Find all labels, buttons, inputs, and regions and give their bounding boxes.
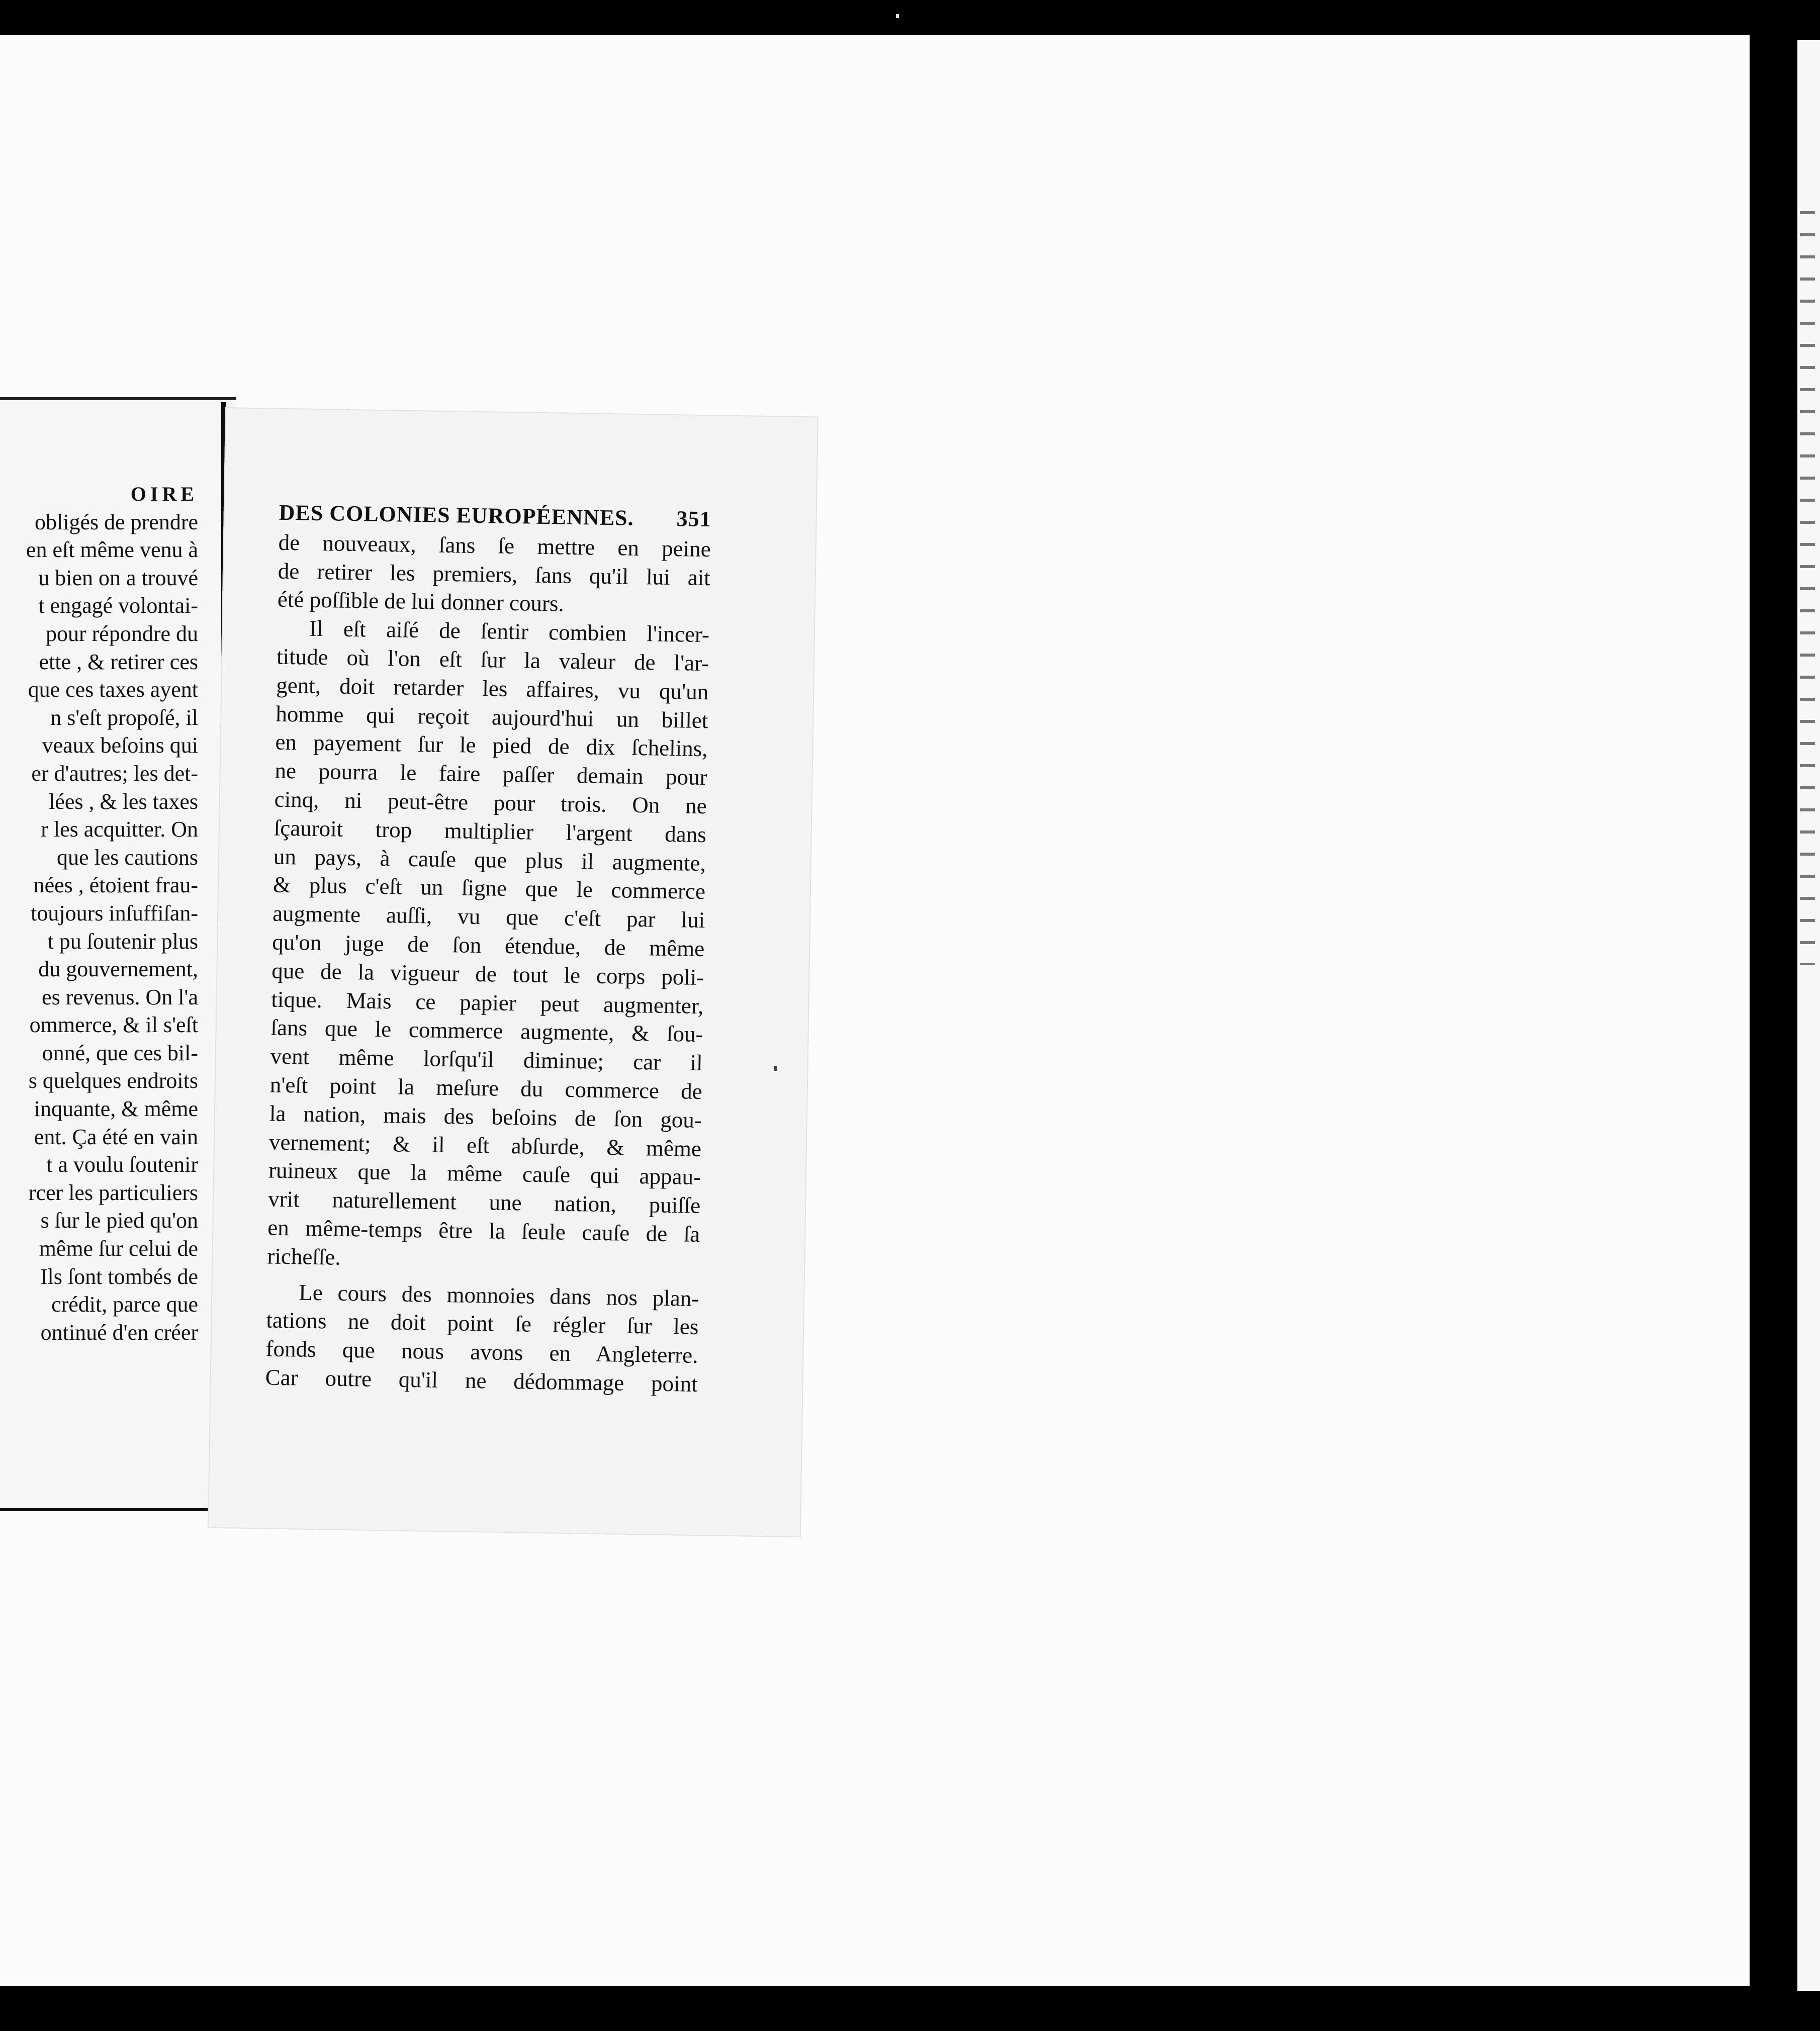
- text-line: ſans que le commerce augmente, & ſou-: [270, 1014, 703, 1047]
- text-line: ſçauroit trop multiplier l'argent dans: [274, 815, 707, 847]
- left-line: obligés de prendre: [35, 509, 198, 534]
- left-line: r les acquitter. On: [41, 817, 198, 842]
- left-line: s ſur le pied qu'on: [40, 1208, 198, 1233]
- left-running-head: OIRE: [130, 483, 198, 505]
- left-line: rcer les particuliers: [28, 1180, 198, 1205]
- text-line: en payement ſur le pied de dix ſchelins,: [275, 729, 708, 762]
- left-line: ette , & retirer ces: [39, 649, 198, 674]
- right-page-text: [265, 499, 711, 1399]
- text-line: cinq, ni peut-être pour trois. On ne: [274, 786, 707, 819]
- text-line: en même-temps être la ſeule cauſe de ſa: [267, 1215, 700, 1247]
- left-line: en eſt même venu à: [26, 537, 198, 563]
- left-line: nées , étoient frau-: [33, 873, 198, 898]
- text-line: homme qui reçoit aujourd'hui un billet: [276, 701, 708, 733]
- text-line: titude où l'on eſt ſur la valeur de l'ar-: [276, 643, 709, 676]
- left-line: veaux beſoins qui: [42, 733, 198, 758]
- text-line: vrit naturellement une nation, puiſſe: [267, 1186, 701, 1219]
- text-line: qu'on juge de ſon étendue, de même: [271, 929, 705, 962]
- text-line: de retirer les premiers, ſans qu'il lui ait: [278, 558, 711, 590]
- left-line: es revenus. On l'a: [42, 984, 198, 1009]
- left-line: que les cautions: [56, 845, 198, 870]
- right-page: [208, 407, 818, 1537]
- left-line: onné, que ces bil-: [42, 1040, 198, 1065]
- left-line: inquante, & même: [34, 1096, 198, 1122]
- left-page-top-rule: [0, 397, 236, 400]
- left-line: t pu ſoutenir plus: [47, 929, 198, 954]
- left-line: n s'eſt propoſé, il: [50, 705, 198, 730]
- text-line: vernement; & il eſt abſurde, & même: [268, 1129, 702, 1161]
- text-line: été poſſible de lui donner cours.: [277, 587, 565, 617]
- text-line: n'eſt point la meſure du commerce de: [269, 1072, 703, 1104]
- text-line: ne pourra le faire paſſer demain pour: [275, 758, 707, 790]
- text-line: vent même lorſqu'il diminue; car il: [270, 1043, 703, 1076]
- left-line: crédit, parce que: [51, 1292, 198, 1317]
- left-line: t a voulu ſoutenir: [46, 1152, 198, 1177]
- text-line: tique. Mais ce papier peut augmenter,: [271, 986, 704, 1019]
- text-line: Le cours des monnoies dans nos plan-: [298, 1279, 699, 1311]
- text-line: richeſſe.: [267, 1243, 341, 1270]
- text-line: Car outre qu'il ne dédommage point: [265, 1364, 698, 1397]
- left-line: que ces taxes ayent: [28, 677, 198, 702]
- left-line: ontinué d'en créer: [40, 1320, 198, 1345]
- page-number: 351: [676, 506, 712, 532]
- text-line: Il eſt aiſé de ſentir combien l'incer-: [309, 615, 710, 648]
- running-head: [279, 499, 711, 534]
- left-line: u bien on a trouvé: [38, 565, 198, 590]
- left-line: ommerce, & il s'eſt: [29, 1012, 198, 1038]
- margin-speck: [774, 1066, 777, 1071]
- left-line: du gouvernement,: [38, 957, 198, 982]
- text-line: ruineux que la même cauſe qui appau-: [268, 1157, 701, 1190]
- left-line: pour répondre du: [45, 621, 198, 646]
- text-line: tations ne doit point ſe régler ſur les: [266, 1307, 699, 1340]
- text-line: & plus c'eſt un ſigne que le commerce: [272, 872, 706, 904]
- running-head-title: DES COLONIES EUROPÉENNES.: [279, 500, 634, 530]
- left-facing-page: [0, 397, 236, 1511]
- text-line: la nation, mais des beſoins de ſon gou-: [269, 1100, 702, 1133]
- scan-speck: [896, 14, 899, 18]
- text-line: que de la vigueur de tout le corps poli-: [271, 958, 704, 990]
- left-line: même ſur celui de: [39, 1236, 198, 1261]
- text-line: de nouveaux, ſans ſe mettre en peine: [278, 529, 711, 562]
- left-line: ent. Ça été en vain: [34, 1124, 198, 1149]
- left-line: Ils ſont tombés de: [40, 1264, 198, 1289]
- text-line: augmente auſſi, vu que c'eſt par lui: [272, 900, 705, 933]
- left-page-text: [0, 480, 198, 1346]
- left-line: t engagé volontai-: [38, 593, 198, 618]
- left-line: s quelques endroits: [28, 1068, 198, 1093]
- next-sheet-marks: [1800, 211, 1815, 965]
- left-line: er d'autres; les det-: [31, 761, 198, 786]
- text-line: fonds que nous avons en Angleterre.: [265, 1336, 698, 1368]
- text-line: un pays, à cauſe que plus il augmente,: [273, 844, 706, 876]
- left-line: lées , & les taxes: [49, 789, 198, 814]
- text-line: gent, doit retarder les affaires, vu qu'un: [276, 672, 709, 704]
- left-line: toujours inſuffiſan-: [31, 900, 198, 926]
